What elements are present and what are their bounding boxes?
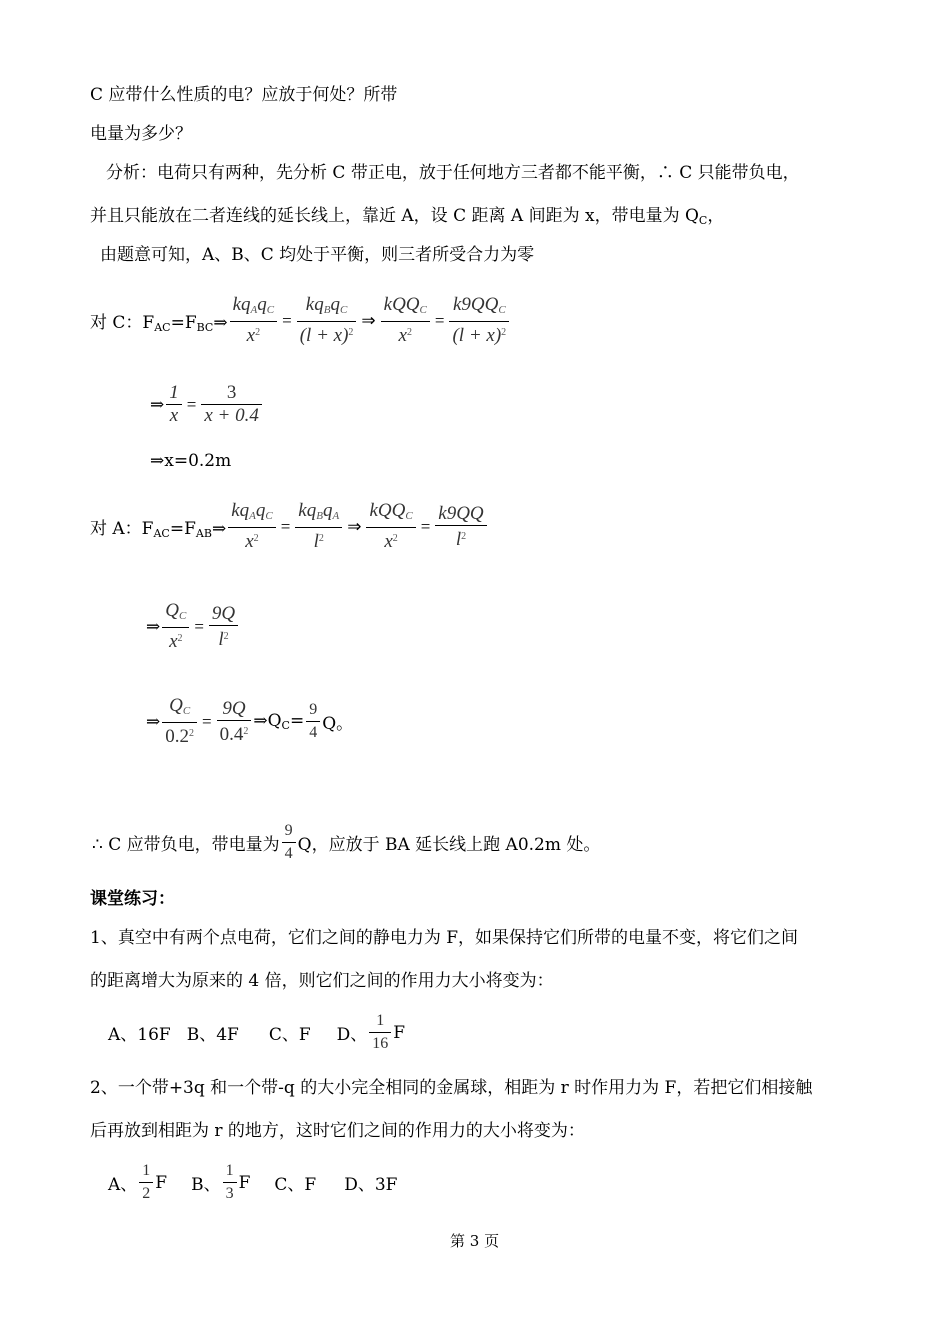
fraction-qc-x2: $\frac{Q_C}{x^2}$ <box>162 600 189 653</box>
fraction-1-16: $\frac{1}{16}$ <box>369 1010 391 1055</box>
fraction-k9qqc-lx2: $\frac{k9QQ_C}{(l + x)^2}$ <box>449 294 509 347</box>
q2-option-b: B、 <box>191 1175 221 1195</box>
analysis-line-1: 分析：电荷只有两种，先分析 C 带正电，放于任何地方三者都不能平衡，∴ C 只能带负电， <box>106 163 800 183</box>
practice-heading: 课堂练习： <box>90 889 175 909</box>
question-1-line-1: 1、真空中有两个点电荷，它们之间的静电力为 F，如果保持它们所带的电量不变，将它们之间 <box>90 928 799 948</box>
fraction-kqqc-x2-a: $\frac{kQQ_C}{x^2}$ <box>366 500 415 553</box>
fraction-kqbqc-lx2: $\frac{kq_Bq_C}{(l + x)^2}$ <box>297 294 357 347</box>
page-number: 第 3 页 <box>450 1232 500 1250</box>
question-1-line-2: 的距离增大为原来的 4 倍，则它们之间的作用力大小将变为： <box>90 971 554 991</box>
conclusion: ∴ C 应带负电，带电量为 $\frac{9}{4}$ Q，应放于 BA 延长线上跑 A0.2m 处。 <box>92 820 600 865</box>
step-c-1: ⇒ $\frac{1}{x}$ = $\frac{3}{x + 0.4}$ <box>150 382 264 427</box>
fraction-1-3: $\frac{1}{3}$ <box>223 1160 237 1205</box>
q2-option-c: C、F <box>274 1175 317 1195</box>
fraction-kqaqc-x2: $\frac{kq_Aq_C}{x^2}$ <box>230 294 278 347</box>
intro-line-2: 电量为多少？ <box>90 124 192 144</box>
question-2-line-2: 后再放到相距为 r 的地方，这时它们之间的作用力的大小将变为： <box>90 1121 585 1141</box>
q1-option-a: A、16F <box>108 1025 171 1045</box>
fraction-3-x04: $\frac{3}{x + 0.4}$ <box>201 382 262 427</box>
analysis-line-3: 由题意可知，A、B、C 均处于平衡，则三者所受合力为零 <box>100 245 535 265</box>
q1-option-d: D、 <box>336 1025 368 1045</box>
fraction-9-4: $\frac{9}{4}$ <box>306 699 320 744</box>
intro-line-1: C 应带什么性质的电？应放于何处？所带 <box>90 85 398 105</box>
fraction-k9qq-l2: $\frac{k9QQ}{l^2}$ <box>435 503 486 551</box>
question-2-options: A、 $\frac{1}{2}$ F B、 $\frac{1}{3}$ F C、F D、3F <box>108 1160 397 1205</box>
fraction-kqaqc-x2-a: $\frac{kq_Aq_C}{x^2}$ <box>228 500 276 553</box>
for-c-label: 对 C：$F_{AC}=F_{BC}\Rightarrow$ <box>90 312 228 334</box>
fraction-1-x: $\frac{1}{x}$ <box>166 382 182 427</box>
fraction-9-4-conclusion: $\frac{9}{4}$ <box>282 820 296 865</box>
fraction-1-2: $\frac{1}{2}$ <box>139 1160 153 1205</box>
fraction-kqbqa-l2: $\frac{kq_Bq_A}{l^2}$ <box>295 500 342 553</box>
equation-for-c: 对 C：$F_{AC}=F_{BC}\Rightarrow$ $\frac{kq_Aq_C}{x^2}$ = $\frac{kq_Bq_C}{(l + x)^2}$ ⇒ $\frac{kQQ_C}{x^2}$ = $\frac{k9QQ_C}{(l + x)^2}$ <box>90 294 511 347</box>
step-a-2: ⇒ $\frac{Q_C}{0.2^2}$ = $\frac{9Q}{0.4^2}$ $\Rightarrow Q_C=$ $\frac{9}{4}$ Q。 <box>146 695 354 747</box>
fraction-kqqc-x2: $\frac{kQQ_C}{x^2}$ <box>381 294 430 347</box>
q1-option-b: B、4F <box>186 1025 239 1045</box>
fraction-qc-022: $\frac{Q_C}{0.2^2}$ <box>162 695 197 748</box>
for-a-label: 对 A：$F_{AC}=F_{AB}\Rightarrow$ <box>90 518 227 540</box>
step-c-2: ⇒x=0.2m <box>150 451 232 471</box>
fraction-9q-042: $\frac{9Q}{0.4^2}$ <box>217 698 252 746</box>
equation-for-a: 对 A：$F_{AC}=F_{AB}\Rightarrow$ $\frac{kq_Aq_C}{x^2}$ = $\frac{kq_Bq_A}{l^2}$ ⇒ $\frac{kQQ_C}{x^2}$ = $\frac{k9QQ}{l^2}$ <box>90 500 489 553</box>
analysis-line-2: 并且只能放在二者连线的延长线上，靠近 A，设 C 距离 A 间距为 x，带电量为 $Q_C$， <box>90 206 725 227</box>
q2-option-d: D、3F <box>344 1175 398 1195</box>
question-2-line-1: 2、一个带+3q 和一个带-q 的大小完全相同的金属球，相距为 r 时作用力为 F，若把它们相接触 <box>90 1078 813 1098</box>
q1-option-c: C、F <box>268 1025 311 1045</box>
step-a-1: ⇒ $\frac{Q_C}{x^2}$ = $\frac{9Q}{l^2}$ <box>146 600 240 653</box>
fraction-9q-l2: $\frac{9Q}{l^2}$ <box>209 603 238 651</box>
q2-option-a: A、 <box>108 1175 138 1195</box>
question-1-options: A、16F B、4F C、F D、 $\frac{1}{16}$ F <box>108 1010 405 1055</box>
